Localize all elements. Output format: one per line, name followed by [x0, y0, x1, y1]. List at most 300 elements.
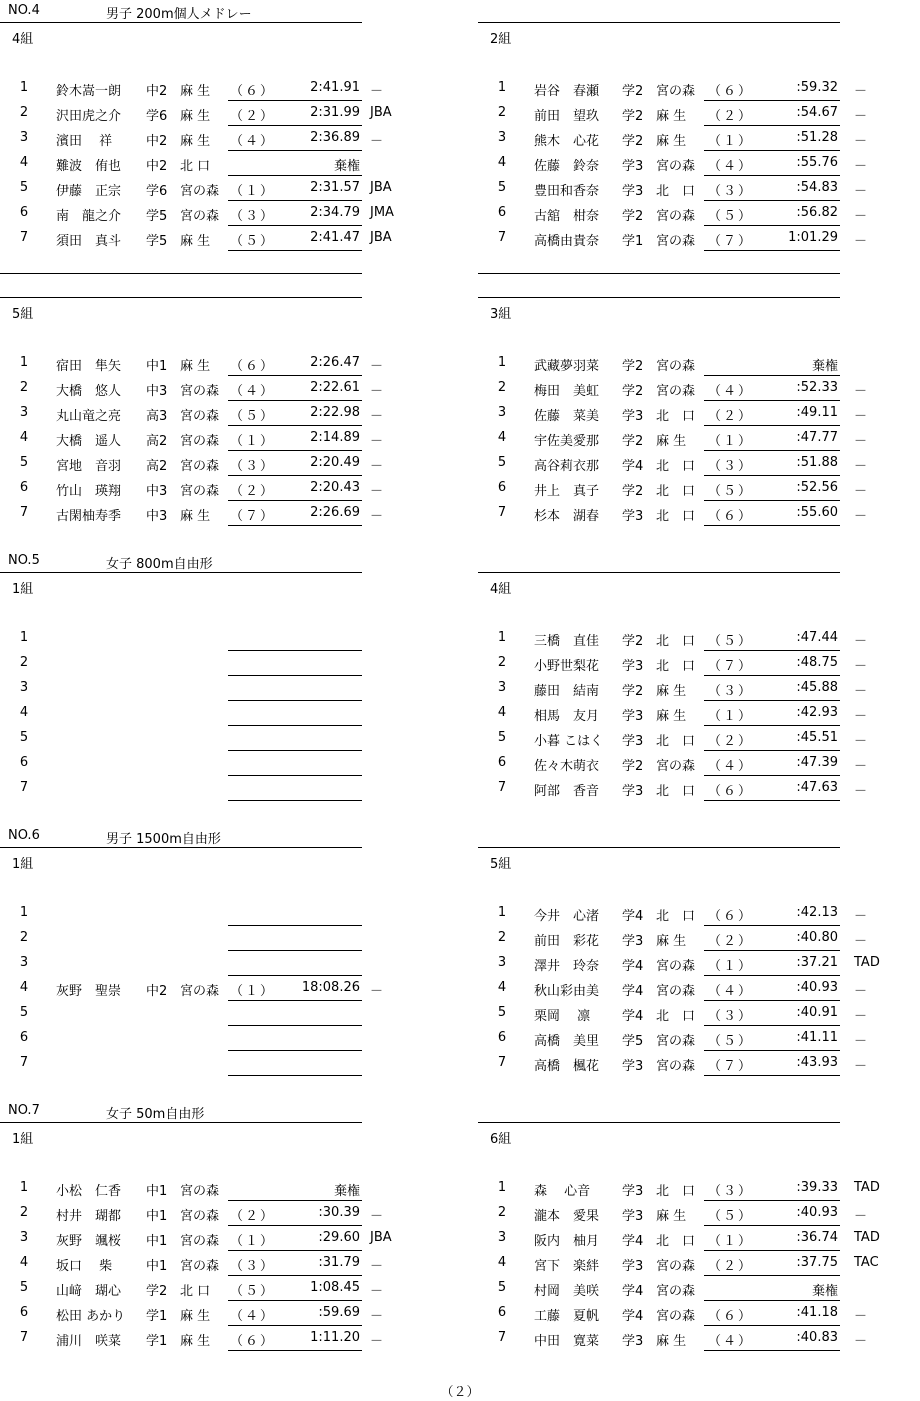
record-time: :40.93	[796, 1205, 838, 1220]
record-note: －	[370, 984, 384, 999]
lane-number: 5	[19, 455, 29, 470]
rank: （１）	[708, 959, 754, 974]
record-note: －	[854, 909, 868, 924]
event-number: NO.4	[8, 3, 40, 18]
rank: （５）	[708, 209, 754, 224]
rank: （４）	[708, 759, 754, 774]
time-underline	[704, 1350, 840, 1351]
swimmer-name: 武藏夢羽菜	[534, 359, 600, 374]
rank: （５）	[708, 1209, 754, 1224]
grade: 学3	[622, 1184, 644, 1199]
grade: 学5	[146, 209, 168, 224]
table-row	[478, 451, 918, 476]
grade: 学3	[622, 934, 644, 949]
lane-number: 1	[497, 630, 507, 645]
swimmer-name: 古舘 柑奈	[534, 209, 600, 224]
lane-number: 5	[19, 180, 29, 195]
rank: （１）	[230, 984, 276, 999]
heat-label: 1組	[12, 582, 34, 597]
team-name: 宮の森	[656, 959, 696, 974]
grade: 学2	[622, 434, 644, 449]
result-block	[0, 0, 440, 275]
record-time: :55.60	[796, 505, 838, 520]
heat-label: 1組	[12, 857, 34, 872]
table-row	[478, 1276, 918, 1301]
table-row	[0, 1251, 440, 1276]
rank: （４）	[708, 984, 754, 999]
lane-number: 1	[19, 80, 29, 95]
record-note: －	[854, 84, 868, 99]
record-note: －	[370, 484, 384, 499]
record-note: －	[854, 459, 868, 474]
lane-number: 1	[19, 355, 29, 370]
table-row	[0, 476, 440, 501]
team-name: 北 口	[656, 1234, 696, 1249]
record-time: :39.33	[796, 1180, 838, 1195]
grade: 高2	[146, 434, 168, 449]
grade: 学4	[622, 909, 644, 924]
rank: （１）	[230, 184, 276, 199]
record-note: TAC	[854, 1255, 879, 1270]
record-time: :40.93	[796, 980, 838, 995]
team-name: 北 口	[656, 909, 696, 924]
team-name: 麻 生	[180, 84, 211, 99]
table-row	[478, 751, 918, 776]
record-time: :40.83	[796, 1330, 838, 1345]
grade: 学4	[622, 459, 644, 474]
team-name: 宮の森	[656, 1059, 696, 1074]
event-header	[478, 275, 840, 298]
lane-number: 4	[19, 705, 29, 720]
swimmer-name: 阪内 柚月	[534, 1234, 600, 1249]
lane-number: 4	[497, 1255, 507, 1270]
grade: 高2	[146, 459, 168, 474]
event-title: 女子 800m自由形	[106, 557, 213, 572]
lane-number: 6	[497, 1305, 507, 1320]
grade: 学4	[622, 1284, 644, 1299]
team-name: 宮の森	[656, 209, 696, 224]
heat-label: 5組	[490, 857, 512, 872]
lane-number: 1	[19, 1180, 29, 1195]
grade: 学3	[622, 709, 644, 724]
rank: （４）	[708, 159, 754, 174]
table-row	[0, 401, 440, 426]
team-name: 宮の森	[656, 759, 696, 774]
event-header	[478, 550, 840, 573]
record-time: 棄権	[811, 1284, 838, 1299]
record-time: :59.32	[796, 80, 838, 95]
record-note: －	[854, 434, 868, 449]
table-row	[478, 651, 918, 676]
grade: 学1	[146, 1334, 168, 1349]
swimmer-name: 森 心音	[534, 1184, 591, 1199]
record-note: －	[854, 384, 868, 399]
block-separator	[0, 273, 362, 274]
record-note: －	[854, 709, 868, 724]
table-row	[0, 1301, 440, 1326]
rank: （３）	[230, 1259, 276, 1274]
grade: 学3	[622, 1259, 644, 1274]
swimmer-name: 沢田虎之介	[56, 109, 122, 124]
swimmer-name: 宮地 音羽	[56, 459, 122, 474]
record-note: －	[370, 134, 384, 149]
table-row	[478, 126, 918, 151]
table-row	[478, 1176, 918, 1201]
table-row	[478, 101, 918, 126]
time-underline	[228, 1350, 362, 1351]
lane-number: 4	[497, 705, 507, 720]
result-block	[478, 550, 918, 825]
record-time: 2:31.57	[310, 180, 360, 195]
event-header	[0, 825, 362, 848]
swimmer-name: 小松 仁香	[56, 1184, 122, 1199]
lane-number: 3	[19, 680, 29, 695]
team-name: 宮の森	[180, 209, 220, 224]
record-note: －	[370, 434, 384, 449]
lane-number: 1	[497, 355, 507, 370]
record-time: 1:08.45	[310, 1280, 360, 1295]
lane-number: 6	[497, 480, 507, 495]
record-time: :52.56	[796, 480, 838, 495]
record-time: :47.44	[796, 630, 838, 645]
record-note: －	[854, 209, 868, 224]
event-header	[478, 825, 840, 848]
lane-number: 5	[19, 730, 29, 745]
event-number: NO.7	[8, 1103, 40, 1118]
rank: （５）	[230, 1284, 276, 1299]
heat-label: 3組	[490, 307, 512, 322]
rank: （３）	[230, 459, 276, 474]
lane-number: 4	[19, 430, 29, 445]
grade: 学3	[622, 509, 644, 524]
rank: （３）	[708, 1184, 754, 1199]
team-name: 宮の森	[656, 1309, 696, 1324]
rank: （３）	[708, 1009, 754, 1024]
grade: 学3	[622, 184, 644, 199]
swimmer-name: 相馬 友月	[534, 709, 600, 724]
table-row	[478, 776, 918, 801]
lane-number: 5	[19, 1005, 29, 1020]
grade: 学1	[146, 1309, 168, 1324]
heat-label: 1組	[12, 1132, 34, 1147]
record-time: 2:31.99	[310, 105, 360, 120]
team-name: 北 口	[656, 459, 696, 474]
record-note: TAD	[854, 1180, 880, 1195]
table-row	[478, 976, 918, 1001]
lane-number: 6	[19, 1305, 29, 1320]
record-time: :37.21	[796, 955, 838, 970]
swimmer-name: 高橋由貴奈	[534, 234, 600, 249]
swimmer-name: 南 龍之介	[56, 209, 122, 224]
table-row	[478, 1051, 918, 1076]
swimmer-name: 高谷莉衣那	[534, 459, 600, 474]
grade: 学2	[622, 109, 644, 124]
lane-number: 2	[497, 380, 507, 395]
result-block	[478, 0, 918, 275]
lane-number: 2	[497, 655, 507, 670]
grade: 学2	[622, 384, 644, 399]
record-time: :47.39	[796, 755, 838, 770]
grade: 学3	[622, 159, 644, 174]
team-name: 宮の森	[180, 384, 220, 399]
rank: （６）	[708, 509, 754, 524]
lane-number: 4	[19, 1255, 29, 1270]
record-note: －	[854, 684, 868, 699]
lane-number: 6	[19, 1030, 29, 1045]
swimmer-name: 村岡 美咲	[534, 1284, 600, 1299]
lane-number: 7	[19, 505, 29, 520]
team-name: 麻 生	[180, 234, 211, 249]
rank: （５）	[708, 1034, 754, 1049]
team-name: 北 口	[656, 484, 696, 499]
rank: （５）	[708, 634, 754, 649]
result-block	[0, 275, 440, 550]
team-name: 北 口	[656, 409, 696, 424]
rank: （２）	[708, 409, 754, 424]
grade: 中2	[146, 984, 168, 999]
result-block	[478, 1100, 918, 1375]
team-name: 宮の森	[180, 1234, 220, 1249]
grade: 中1	[146, 1234, 168, 1249]
swimmer-name: 栗岡 凛	[534, 1009, 591, 1024]
grade: 学1	[622, 234, 644, 249]
event-number: NO.5	[8, 553, 40, 568]
lane-number: 2	[497, 1205, 507, 1220]
lane-number: 2	[19, 655, 29, 670]
lane-number: 3	[497, 955, 507, 970]
time-underline	[228, 250, 362, 251]
swimmer-name: 中田 寛菜	[534, 1334, 600, 1349]
heat-label: 6組	[490, 1132, 512, 1147]
record-time: 2:41.91	[310, 80, 360, 95]
rank: （６）	[708, 784, 754, 799]
heat-label: 4組	[490, 582, 512, 597]
record-time: 18:08.26	[301, 980, 360, 995]
grade: 学2	[622, 134, 644, 149]
lane-number: 3	[19, 1230, 29, 1245]
record-time: 2:22.98	[310, 405, 360, 420]
grade: 学5	[622, 1034, 644, 1049]
team-name: 麻 生	[656, 134, 687, 149]
swimmer-name: 大橋 悠人	[56, 384, 122, 399]
rank: （３）	[708, 184, 754, 199]
swimmer-name: 藤田 結南	[534, 684, 600, 699]
swimmer-name: 岩谷 春瀬	[534, 84, 600, 99]
table-row	[0, 1026, 440, 1051]
record-time: :51.88	[796, 455, 838, 470]
table-row	[0, 751, 440, 776]
table-row	[0, 501, 440, 526]
grade: 学2	[622, 759, 644, 774]
grade: 学2	[146, 1284, 168, 1299]
event-header	[0, 1100, 362, 1123]
swimmer-name: 井上 真子	[534, 484, 600, 499]
result-block	[0, 550, 440, 825]
lane-number: 4	[19, 980, 29, 995]
rank: （２）	[230, 1209, 276, 1224]
result-block	[0, 1100, 440, 1375]
team-name: 北 口	[656, 1009, 696, 1024]
grade: 高3	[146, 409, 168, 424]
lane-number: 3	[497, 130, 507, 145]
record-time: :51.28	[796, 130, 838, 145]
table-row	[0, 676, 440, 701]
swimmer-name: 澤井 玲奈	[534, 959, 600, 974]
grade: 学5	[146, 234, 168, 249]
time-underline	[704, 525, 840, 526]
record-time: :49.11	[796, 405, 838, 420]
swimmer-name: 宮下 楽絆	[534, 1259, 600, 1274]
record-note: －	[370, 409, 384, 424]
record-note: －	[370, 384, 384, 399]
record-time: :30.39	[318, 1205, 360, 1220]
record-time: :42.13	[796, 905, 838, 920]
lane-number: 6	[497, 755, 507, 770]
grade: 学3	[622, 1334, 644, 1349]
grade: 学4	[622, 1009, 644, 1024]
record-time: :41.18	[796, 1305, 838, 1320]
lane-number: 1	[19, 630, 29, 645]
table-row	[0, 651, 440, 676]
table-row	[0, 901, 440, 926]
record-note: －	[370, 359, 384, 374]
table-row	[478, 1251, 918, 1276]
record-time: :47.63	[796, 780, 838, 795]
record-time: :47.77	[796, 430, 838, 445]
rank: （２）	[230, 109, 276, 124]
lane-number: 5	[19, 1280, 29, 1295]
rank: （５）	[708, 484, 754, 499]
event-title: 男子 1500m自由形	[106, 832, 221, 847]
grade: 学6	[146, 109, 168, 124]
swimmer-name: 高橋 楓花	[534, 1059, 600, 1074]
team-name: 北 口	[656, 734, 696, 749]
lane-number: 3	[19, 405, 29, 420]
lane-number: 6	[497, 205, 507, 220]
table-row	[478, 1001, 918, 1026]
swimmer-name: 古閑柚寿季	[56, 509, 122, 524]
rank: （３）	[708, 684, 754, 699]
table-row	[478, 951, 918, 976]
record-time: 2:20.49	[310, 455, 360, 470]
lane-number: 6	[497, 1030, 507, 1045]
record-note: JBA	[370, 180, 392, 195]
record-note: －	[854, 509, 868, 524]
swimmer-name: 熊木 心花	[534, 134, 600, 149]
grade: 学2	[622, 684, 644, 699]
record-note: －	[854, 634, 868, 649]
record-time: :56.82	[796, 205, 838, 220]
lane-number: 7	[497, 1330, 507, 1345]
swimmer-name: 三橋 直佳	[534, 634, 600, 649]
record-time: :43.93	[796, 1055, 838, 1070]
record-note: －	[370, 509, 384, 524]
grade: 学3	[622, 1209, 644, 1224]
table-row	[478, 226, 918, 251]
page-number: （２）	[440, 1385, 480, 1400]
swimmer-name: 杉本 湖春	[534, 509, 600, 524]
result-block	[0, 825, 440, 1100]
record-note: －	[854, 409, 868, 424]
event-header	[0, 275, 362, 298]
record-time: :40.91	[796, 1005, 838, 1020]
table-row	[478, 376, 918, 401]
record-time: 2:26.69	[310, 505, 360, 520]
table-row	[478, 626, 918, 651]
record-note: －	[854, 1009, 868, 1024]
event-title: 女子 50m自由形	[106, 1107, 205, 1122]
record-note: －	[370, 1259, 384, 1274]
team-name: 宮の森	[656, 1284, 696, 1299]
time-underline	[228, 1075, 362, 1076]
rank: （２）	[708, 1259, 754, 1274]
table-row	[0, 726, 440, 751]
record-note: －	[854, 234, 868, 249]
table-row	[478, 151, 918, 176]
rank: （７）	[708, 234, 754, 249]
heat-label: 5組	[12, 307, 34, 322]
record-time: 2:34.79	[310, 205, 360, 220]
swimmer-name: 松田 あかり	[56, 1309, 126, 1324]
swimmer-name: 宿田 隼矢	[56, 359, 122, 374]
team-name: 宮の森	[656, 84, 696, 99]
event-header	[478, 0, 840, 23]
swimmer-name: 大橋 遥人	[56, 434, 122, 449]
record-note: －	[854, 1309, 868, 1324]
table-row	[0, 1001, 440, 1026]
team-name: 宮の森	[656, 359, 696, 374]
swimmer-name: 山﨑 瑚心	[56, 1284, 122, 1299]
swimmer-name: 浦川 咲菜	[56, 1334, 122, 1349]
swimmer-name: 濱田 祥	[56, 134, 113, 149]
table-row	[0, 226, 440, 251]
team-name: 麻 生	[656, 709, 687, 724]
team-name: 宮の森	[656, 1259, 696, 1274]
lane-number: 3	[19, 955, 29, 970]
record-note: －	[854, 484, 868, 499]
swimmer-name: 須田 真斗	[56, 234, 122, 249]
record-time: :54.83	[796, 180, 838, 195]
table-row	[0, 76, 440, 101]
table-row	[0, 1201, 440, 1226]
team-name: 宮の森	[656, 159, 696, 174]
table-row	[0, 701, 440, 726]
lane-number: 7	[19, 230, 29, 245]
lane-number: 1	[497, 905, 507, 920]
rank: （２）	[230, 484, 276, 499]
record-note: －	[854, 734, 868, 749]
rank: （２）	[708, 934, 754, 949]
rank: （２）	[708, 734, 754, 749]
record-time: :48.75	[796, 655, 838, 670]
team-name: 北 口	[180, 1284, 211, 1299]
record-note: －	[854, 759, 868, 774]
record-time: :45.88	[796, 680, 838, 695]
record-time: :37.75	[796, 1255, 838, 1270]
lane-number: 7	[497, 230, 507, 245]
rank: （１）	[230, 1234, 276, 1249]
record-time: 1:11.20	[310, 1330, 360, 1345]
swimmer-name: 宇佐美愛那	[534, 434, 600, 449]
team-name: 宮の森	[180, 984, 220, 999]
table-row	[478, 426, 918, 451]
record-time: 棄権	[333, 1184, 360, 1199]
team-name: 宮の森	[656, 984, 696, 999]
table-row	[478, 176, 918, 201]
table-row	[0, 176, 440, 201]
swimmer-name: 今井 心渚	[534, 909, 600, 924]
team-name: 麻 生	[180, 134, 211, 149]
